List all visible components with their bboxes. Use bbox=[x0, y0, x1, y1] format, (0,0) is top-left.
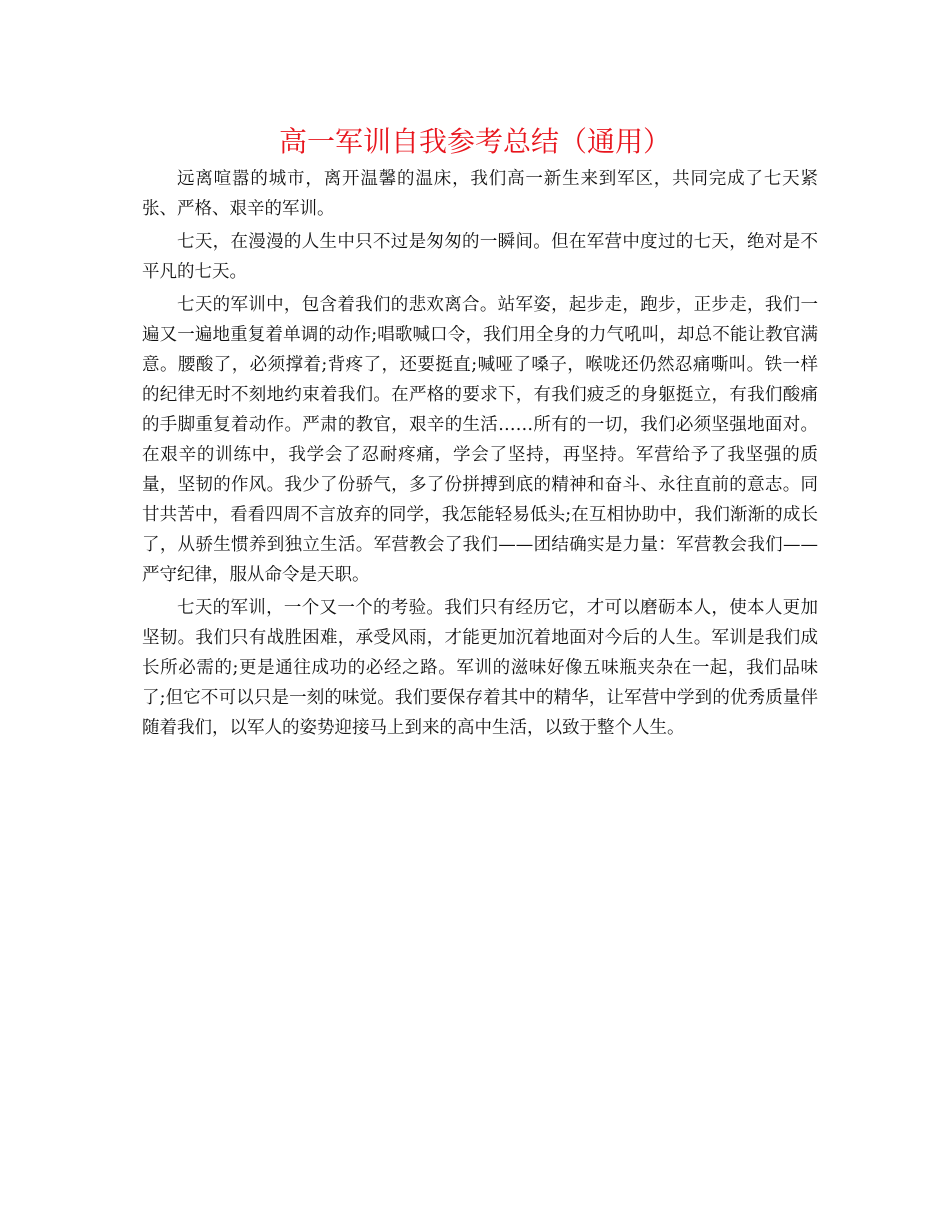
paragraph-3: 七天的军训中，包含着我们的悲欢离合。站军姿，起步走，跑步，正步走，我们一遍又一遍地重复着单调的动作;唱歌喊口令，我们用全身的力气吼叫，却总不能让教官满意。腰酸了，必须撑着;背疼了，还要挺直;喊哑了嗓子，喉咙还仍然忍痛嘶叫。铁一样的纪律无时不刻地约束着我们。在严格的要求下，有我们疲乏的身躯挺立，有我们酸痛的手脚重复着动作。严肃的教官，艰辛的生活……所有的一切，我们必须坚强地面对。在艰辛的训练中，我学会了忍耐疼痛，学会了坚持，再坚持。军营给予了我坚强的质量，坚韧的作风。我少了份骄气，多了份拼搏到底的精神和奋斗、永往直前的意志。同甘共苦中，看看四周不言放弃的同学，我怎能轻易低头;在互相协助中，我们渐渐的成长了，从骄生惯养到独立生活。军营教会了我们——团结确实是力量：军营教会我们——严守纪律，服从命令是天职。 bbox=[142, 295, 818, 585]
document-title: 高一军训自我参考总结（通用） bbox=[278, 125, 671, 158]
document-body bbox=[142, 164, 818, 746]
paragraph-1: 远离喧嚣的城市，离开温馨的温床，我们高一新生来到军区，共同完成了七天紧张、严格、艰辛的军训。 bbox=[142, 169, 818, 219]
paragraph-2: 七天，在漫漫的人生中只不过是匆匆的一瞬间。但在军营中度过的七天，绝对是不平凡的七天。 bbox=[142, 232, 818, 282]
paragraph-4: 七天的军训，一个又一个的考验。我们只有经历它，才可以磨砺本人，使本人更加坚韧。我们只有战胜困难，承受风雨，才能更加沉着地面对今后的人生。军训是我们成长所必需的;更是通往成功的必经之路。军训的滋味好像五味瓶夹杂在一起，我们品味了;但它不可以只是一刻的味觉。我们要保存着其中的精华，让军营中学到的优秀质量伴随着我们，以军人的姿势迎接马上到来的高中生活，以致于整个人生。 bbox=[142, 598, 818, 738]
